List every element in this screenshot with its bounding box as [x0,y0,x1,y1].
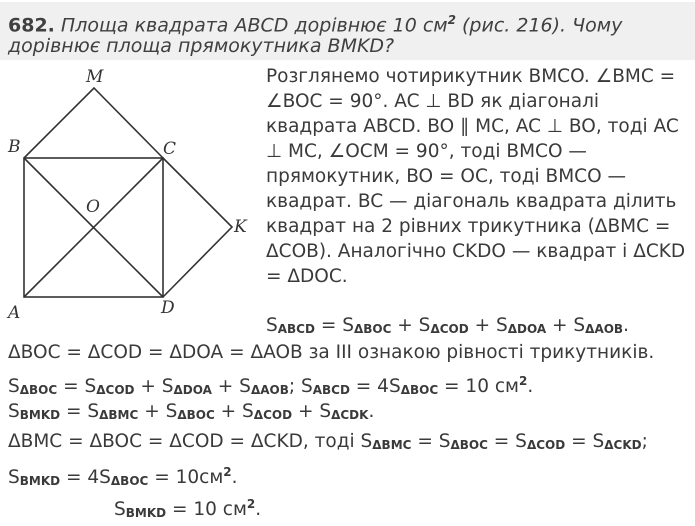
triangle-bmc [24,88,163,158]
label-a: A [8,303,21,323]
label-o: O [86,197,100,217]
label-m: M [86,67,104,87]
equation-4: SBMKD = SΔBMC + SΔBOC + SΔCOD + SΔCDK. [8,401,375,422]
label-c: C [163,139,177,159]
label-k: K [234,217,247,237]
problem-number: 682. [8,14,55,37]
geometry-figure [0,58,270,330]
problem-line-1: 682. Площа квадрата ABCD дорівнює 10 $см^2$ (рис. 216). Чому [8,13,623,37]
triangle-ckd [163,158,232,297]
label-b: B [8,137,21,157]
problem-line-2: дорівнює площа прямокутника BMKD? [8,35,395,57]
label-d: D [161,298,175,318]
equation-5: ΔBMC = ΔBOC = ΔCOD = ΔCKD, тоді SΔBMC = SΔBOC = SΔCOD = SΔCKD; [8,431,648,452]
equation-6: SBMKD = $4S\Delta BOC = 10см^2$. [8,465,238,489]
equation-7-answer: SBMKD = 10 $см^2$. [114,497,262,521]
solution-paragraph: Розглянемо чотирикутник BMCO. ∠BMC = ∠BOC = 90°. AC ⊥ BD як діагоналі квадрата ABCD. BO ∥ MC, AC ⊥ BO, тоді AC ⊥ MC, ∠OCM = 90°, тоді BMCO — прямокутник, BO = OC, тоді BMCO — квадрат. BC — діагональ квадрата ділить квадрат на 2 рівних трикутника (ΔBMC = ΔCOB). Аналогічно CKDO — квадрат і ΔCKD = ΔDOC. [266,66,686,287]
equation-2: ΔBOC = ΔCOD = ΔDOA = ΔAOB за III ознакою рівності трикутників. [8,342,655,363]
equation-1: SABCD = SΔBOC + SΔCOD + SΔDOA + SΔAOB. [266,315,629,336]
equation-3: SΔBOC = SΔCOD + SΔDOA + SΔAOB; SABCD = 4SΔBOC = 10 $см^2$. [8,374,534,398]
